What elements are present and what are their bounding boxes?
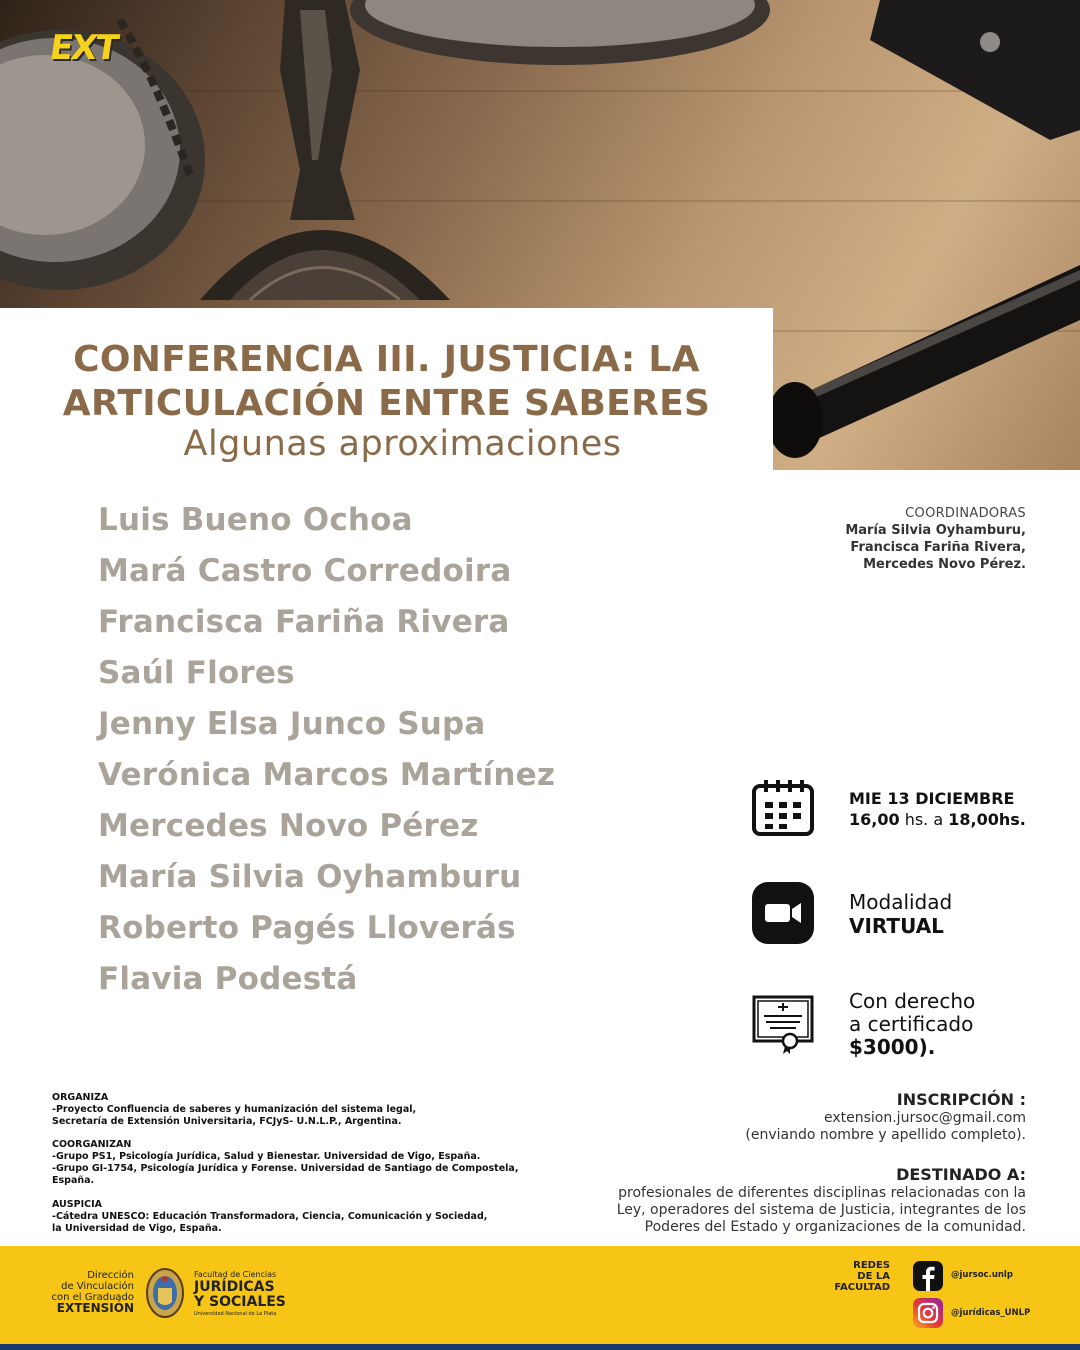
event-title [0, 338, 773, 426]
university-seal-icon [146, 1268, 184, 1318]
speaker-name: Verónica Marcos Martínez [98, 757, 556, 793]
event-time-end: 18,00hs. [948, 810, 1026, 829]
coordinators-block [845, 505, 1026, 573]
destinado-line: Ley, operadores del sistema de Justicia, integrantes de los [616, 1202, 1026, 1218]
certificate-info [849, 990, 975, 1059]
cert-line-1: Con derecho [849, 989, 976, 1013]
title-line-1: CONFERENCIA III. JUSTICIA: LA [73, 339, 700, 380]
coordinator-name: Mercedes Novo Pérez. [863, 557, 1026, 572]
inscripcion-note: (enviando nombre y apellido completo). [745, 1127, 1026, 1143]
organiza-block [52, 1092, 416, 1128]
inscripcion-heading: INSCRIPCIÓN : [896, 1090, 1026, 1109]
speaker-name: María Silvia Oyhamburu [98, 859, 522, 895]
event-time-start: 16,00 [849, 810, 900, 829]
redes-line: FACULTAD [834, 1282, 890, 1293]
organiza-line: -Proyecto Confluencia de saberes y humanización del sistema legal, [52, 1104, 417, 1115]
dir-line: con el Graduado [51, 1292, 134, 1303]
instagram-handle[interactable]: @jurídicas_UNLP [951, 1308, 1031, 1318]
speaker-name: Francisca Fariña Rivera [98, 604, 510, 640]
event-time-mid: hs. a [899, 810, 949, 829]
auspicia-block [52, 1199, 487, 1235]
event-date: MIE 13 DICIEMBRE [849, 789, 1015, 808]
dir-line: de Vinculación [61, 1281, 134, 1292]
redes-line: REDES [853, 1260, 890, 1271]
inscripcion-block [745, 1090, 1026, 1144]
speaker-name: Saúl Flores [98, 655, 295, 691]
coorganizan-heading: COORGANIZAN [52, 1139, 132, 1150]
speaker-list [98, 498, 555, 1008]
event-subtitle: Algunas aproximaciones [183, 424, 622, 464]
instagram-icon[interactable] [913, 1298, 943, 1328]
destinado-block [617, 1165, 1026, 1236]
speaker-name: Jenny Elsa Junco Supa [98, 706, 486, 742]
certificate-icon [752, 995, 814, 1055]
dir-line: Dirección [87, 1270, 134, 1281]
cert-line-2: a certificado [849, 1012, 974, 1036]
facebook-handle[interactable]: @jursoc.unlp [951, 1270, 1013, 1280]
destinado-line: profesionales de diferentes disciplinas relacionadas con la [618, 1185, 1026, 1201]
speaker-name: Mará Castro Corredoira [98, 553, 512, 589]
dir-bold: EXTENSIÓN [56, 1301, 134, 1315]
speaker-name: Roberto Pagés Lloverás [98, 910, 516, 946]
coorganizan-block [52, 1139, 518, 1187]
auspicia-heading: AUSPICIA [52, 1199, 102, 1210]
cert-price: $3000). [849, 1035, 936, 1059]
facultad-logo [194, 1270, 286, 1318]
destinado-line: Poderes del Estado y organizaciones de la comunidad. [644, 1219, 1026, 1235]
coordinator-name: Francisca Fariña Rivera, [850, 540, 1026, 555]
direccion-logo [50, 1270, 134, 1315]
mode-label: Modalidad [849, 890, 953, 914]
organiza-line: Secretaría de Extensión Universitaria, FCJyS- U.N.L.P., Argentina. [52, 1116, 402, 1127]
event-date-time [849, 788, 1026, 830]
ext-logo: EXT [47, 28, 120, 68]
coorganizan-line: -Grupo PS1, Psicología Jurídica, Salud y Bienestar. Universidad de Vigo, España. [52, 1151, 481, 1162]
organiza-heading: ORGANIZA [52, 1092, 109, 1103]
auspicia-line: -Cátedra UNESCO: Educación Transformadora, Ciencia, Comunicación y Sociedad, [52, 1211, 488, 1222]
redes-label [822, 1260, 890, 1293]
event-mode [849, 890, 952, 938]
redes-line: DE LA [857, 1271, 890, 1282]
fac-univ: Universidad Nacional de La Plata [194, 1311, 277, 1317]
fac-line-1: JURÍDICAS [194, 1279, 275, 1295]
mode-value: VIRTUAL [849, 914, 944, 938]
coordinator-name: María Silvia Oyhamburu, [845, 523, 1026, 538]
coorganizan-line: -Grupo GI-1754, Psicología Jurídica y Forense. Universidad de Santiago de Compostela, [52, 1163, 519, 1174]
footer-accent-line [0, 1344, 1080, 1350]
coorganizan-line: España. [52, 1175, 95, 1186]
video-camera-icon [752, 882, 814, 944]
speaker-name: Luis Bueno Ochoa [98, 502, 413, 538]
speaker-name: Mercedes Novo Pérez [98, 808, 479, 844]
title-line-2: ARTICULACIÓN ENTRE SABERES [62, 383, 711, 424]
speaker-name: Flavia Podestá [98, 961, 358, 997]
inscripcion-email[interactable]: extension.jursoc@gmail.com [823, 1110, 1026, 1126]
destinado-heading: DESTINADO A: [896, 1165, 1026, 1184]
fac-line-2: Y SOCIALES [194, 1294, 286, 1310]
facebook-icon[interactable] [913, 1261, 943, 1291]
auspicia-line: la Universidad de Vigo, España. [52, 1223, 222, 1234]
fac-small: Facultad de Ciencias [194, 1270, 277, 1279]
coordinators-label: COORDINADORAS [905, 506, 1026, 521]
calendar-icon [752, 780, 814, 836]
